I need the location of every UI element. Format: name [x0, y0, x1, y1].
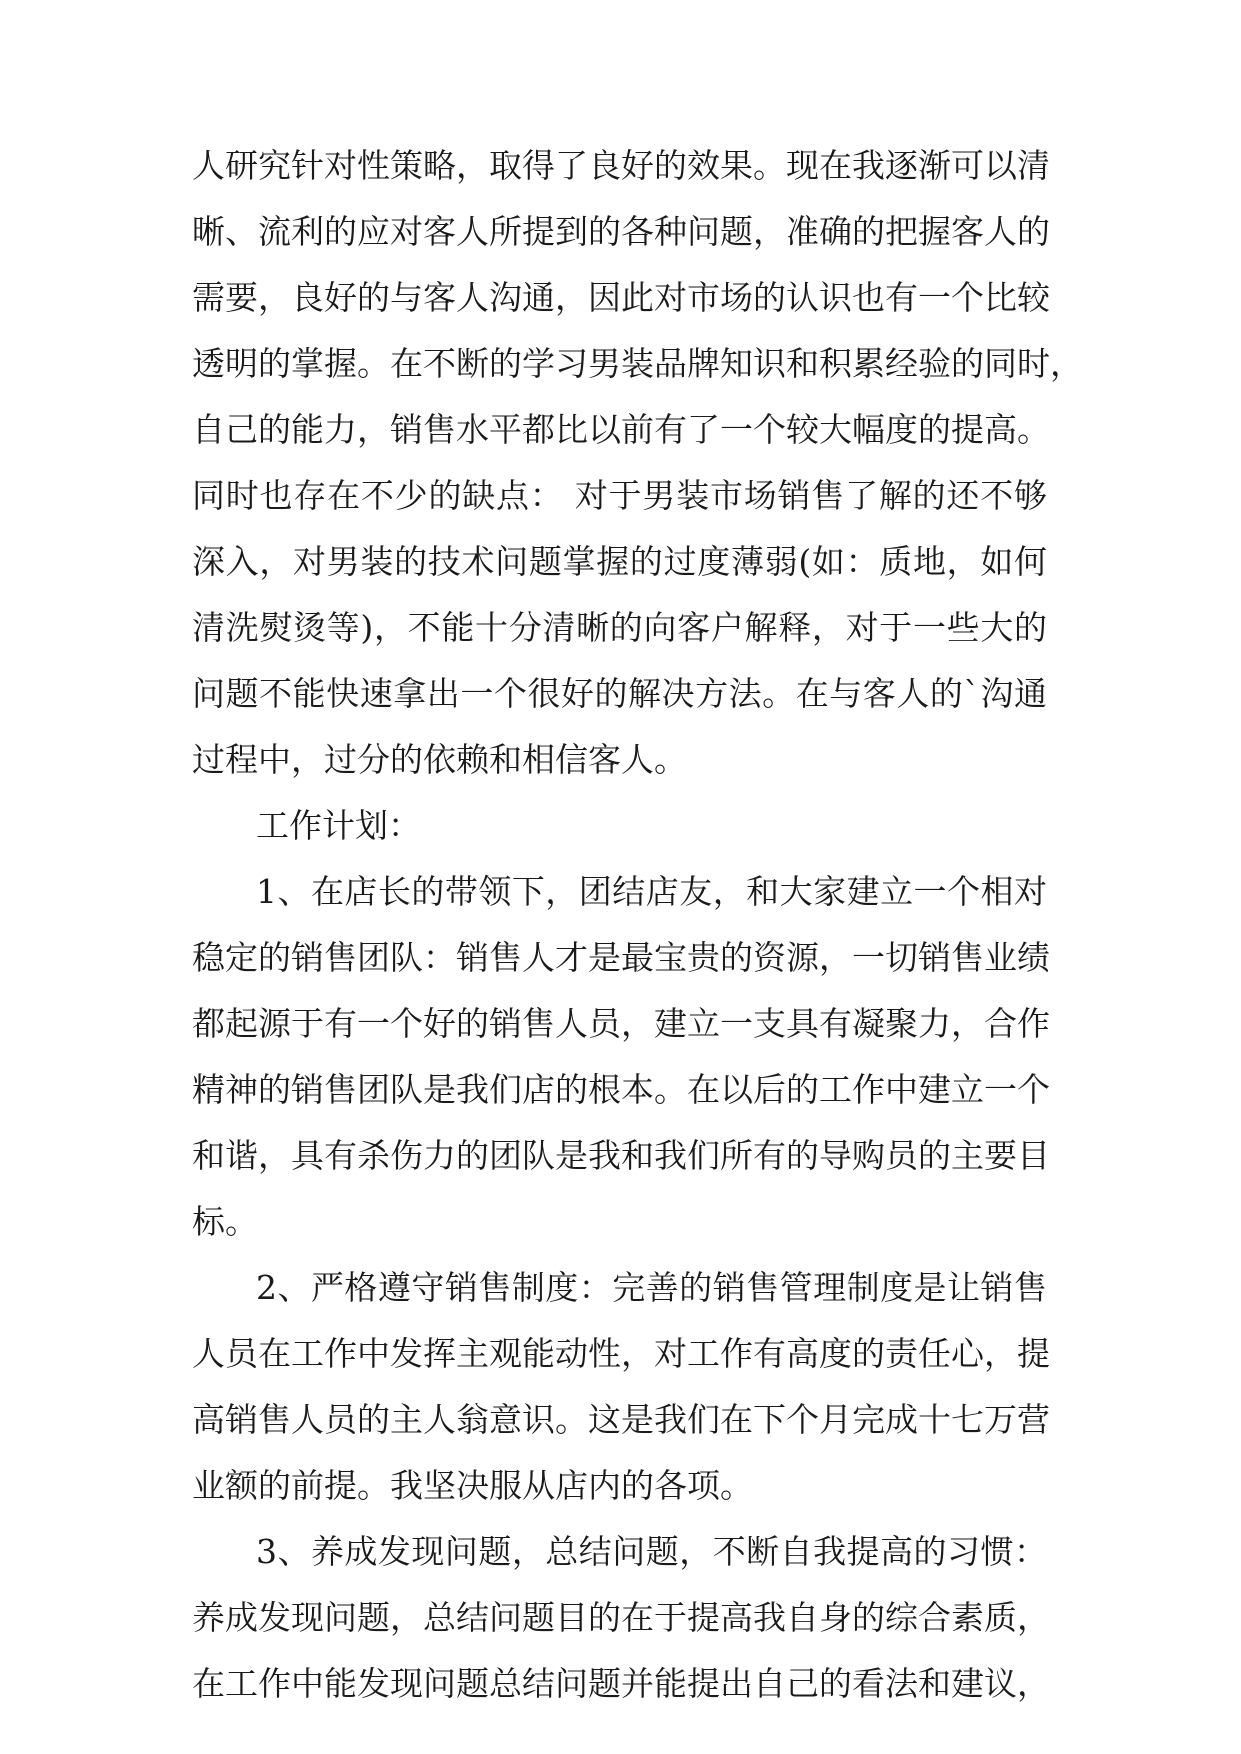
text-line: 精神的销售团队是我们店的根本。在以后的工作中建立一个 — [192, 1070, 1050, 1109]
text-line: 在工作中能发现问题总结问题并能提出自己的看法和建议， — [192, 1664, 1050, 1703]
text-line: 1、在店长的带领下，团结店友，和大家建立一个相对 — [256, 872, 1047, 911]
text-line: 需要，良好的与客人沟通，因此对市场的认识也有一个比较 — [192, 278, 1050, 317]
text-line: 深入，对男装的技术问题掌握的过度薄弱(如：质地，如何 — [192, 542, 1047, 581]
text-line: 养成发现问题，总结问题目的在于提高我自身的综合素质， — [192, 1598, 1050, 1637]
text-line: 晰、流利的应对客人所提到的各种问题，准确的把握客人的 — [192, 212, 1050, 251]
section-heading: 工作计划： — [256, 806, 421, 845]
text-line: 都起源于有一个好的销售人员，建立一支具有凝聚力，合作 — [192, 1004, 1050, 1043]
text-line: 同时也存在不少的缺点： 对于男装市场销售了解的还不够 — [192, 476, 1047, 515]
text-line: 稳定的销售团队：销售人才是最宝贵的资源，一切销售业绩 — [192, 938, 1050, 977]
text-line: 问题不能快速拿出一个很好的解决方法。在与客人的`沟通 — [192, 674, 1047, 713]
text-line: 透明的掌握。在不断的学习男装品牌知识和积累经验的同时， — [192, 344, 1083, 383]
text-line: 过程中，过分的依赖和相信客人。 — [192, 740, 687, 779]
text-line: 清洗熨烫等)，不能十分清晰的向客户解释，对于一些大的 — [192, 608, 1047, 647]
text-line: 3、养成发现问题，总结问题，不断自我提高的习惯： — [256, 1532, 1047, 1571]
text-line: 高销售人员的主人翁意识。这是我们在下个月完成十七万营 — [192, 1400, 1050, 1439]
text-line: 自己的能力，销售水平都比以前有了一个较大幅度的提高。 — [192, 410, 1050, 449]
text-line: 2、严格遵守销售制度：完善的销售管理制度是让销售 — [256, 1268, 1047, 1307]
text-line: 人员在工作中发挥主观能动性，对工作有高度的责任心，提 — [192, 1334, 1050, 1373]
text-line: 和谐，具有杀伤力的团队是我和我们所有的导购员的主要目 — [192, 1136, 1050, 1175]
text-line: 业额的前提。我坚决服从店内的各项。 — [192, 1466, 753, 1505]
text-line: 标。 — [192, 1202, 258, 1241]
text-line: 人研究针对性策略，取得了良好的效果。现在我逐渐可以清 — [192, 146, 1050, 185]
